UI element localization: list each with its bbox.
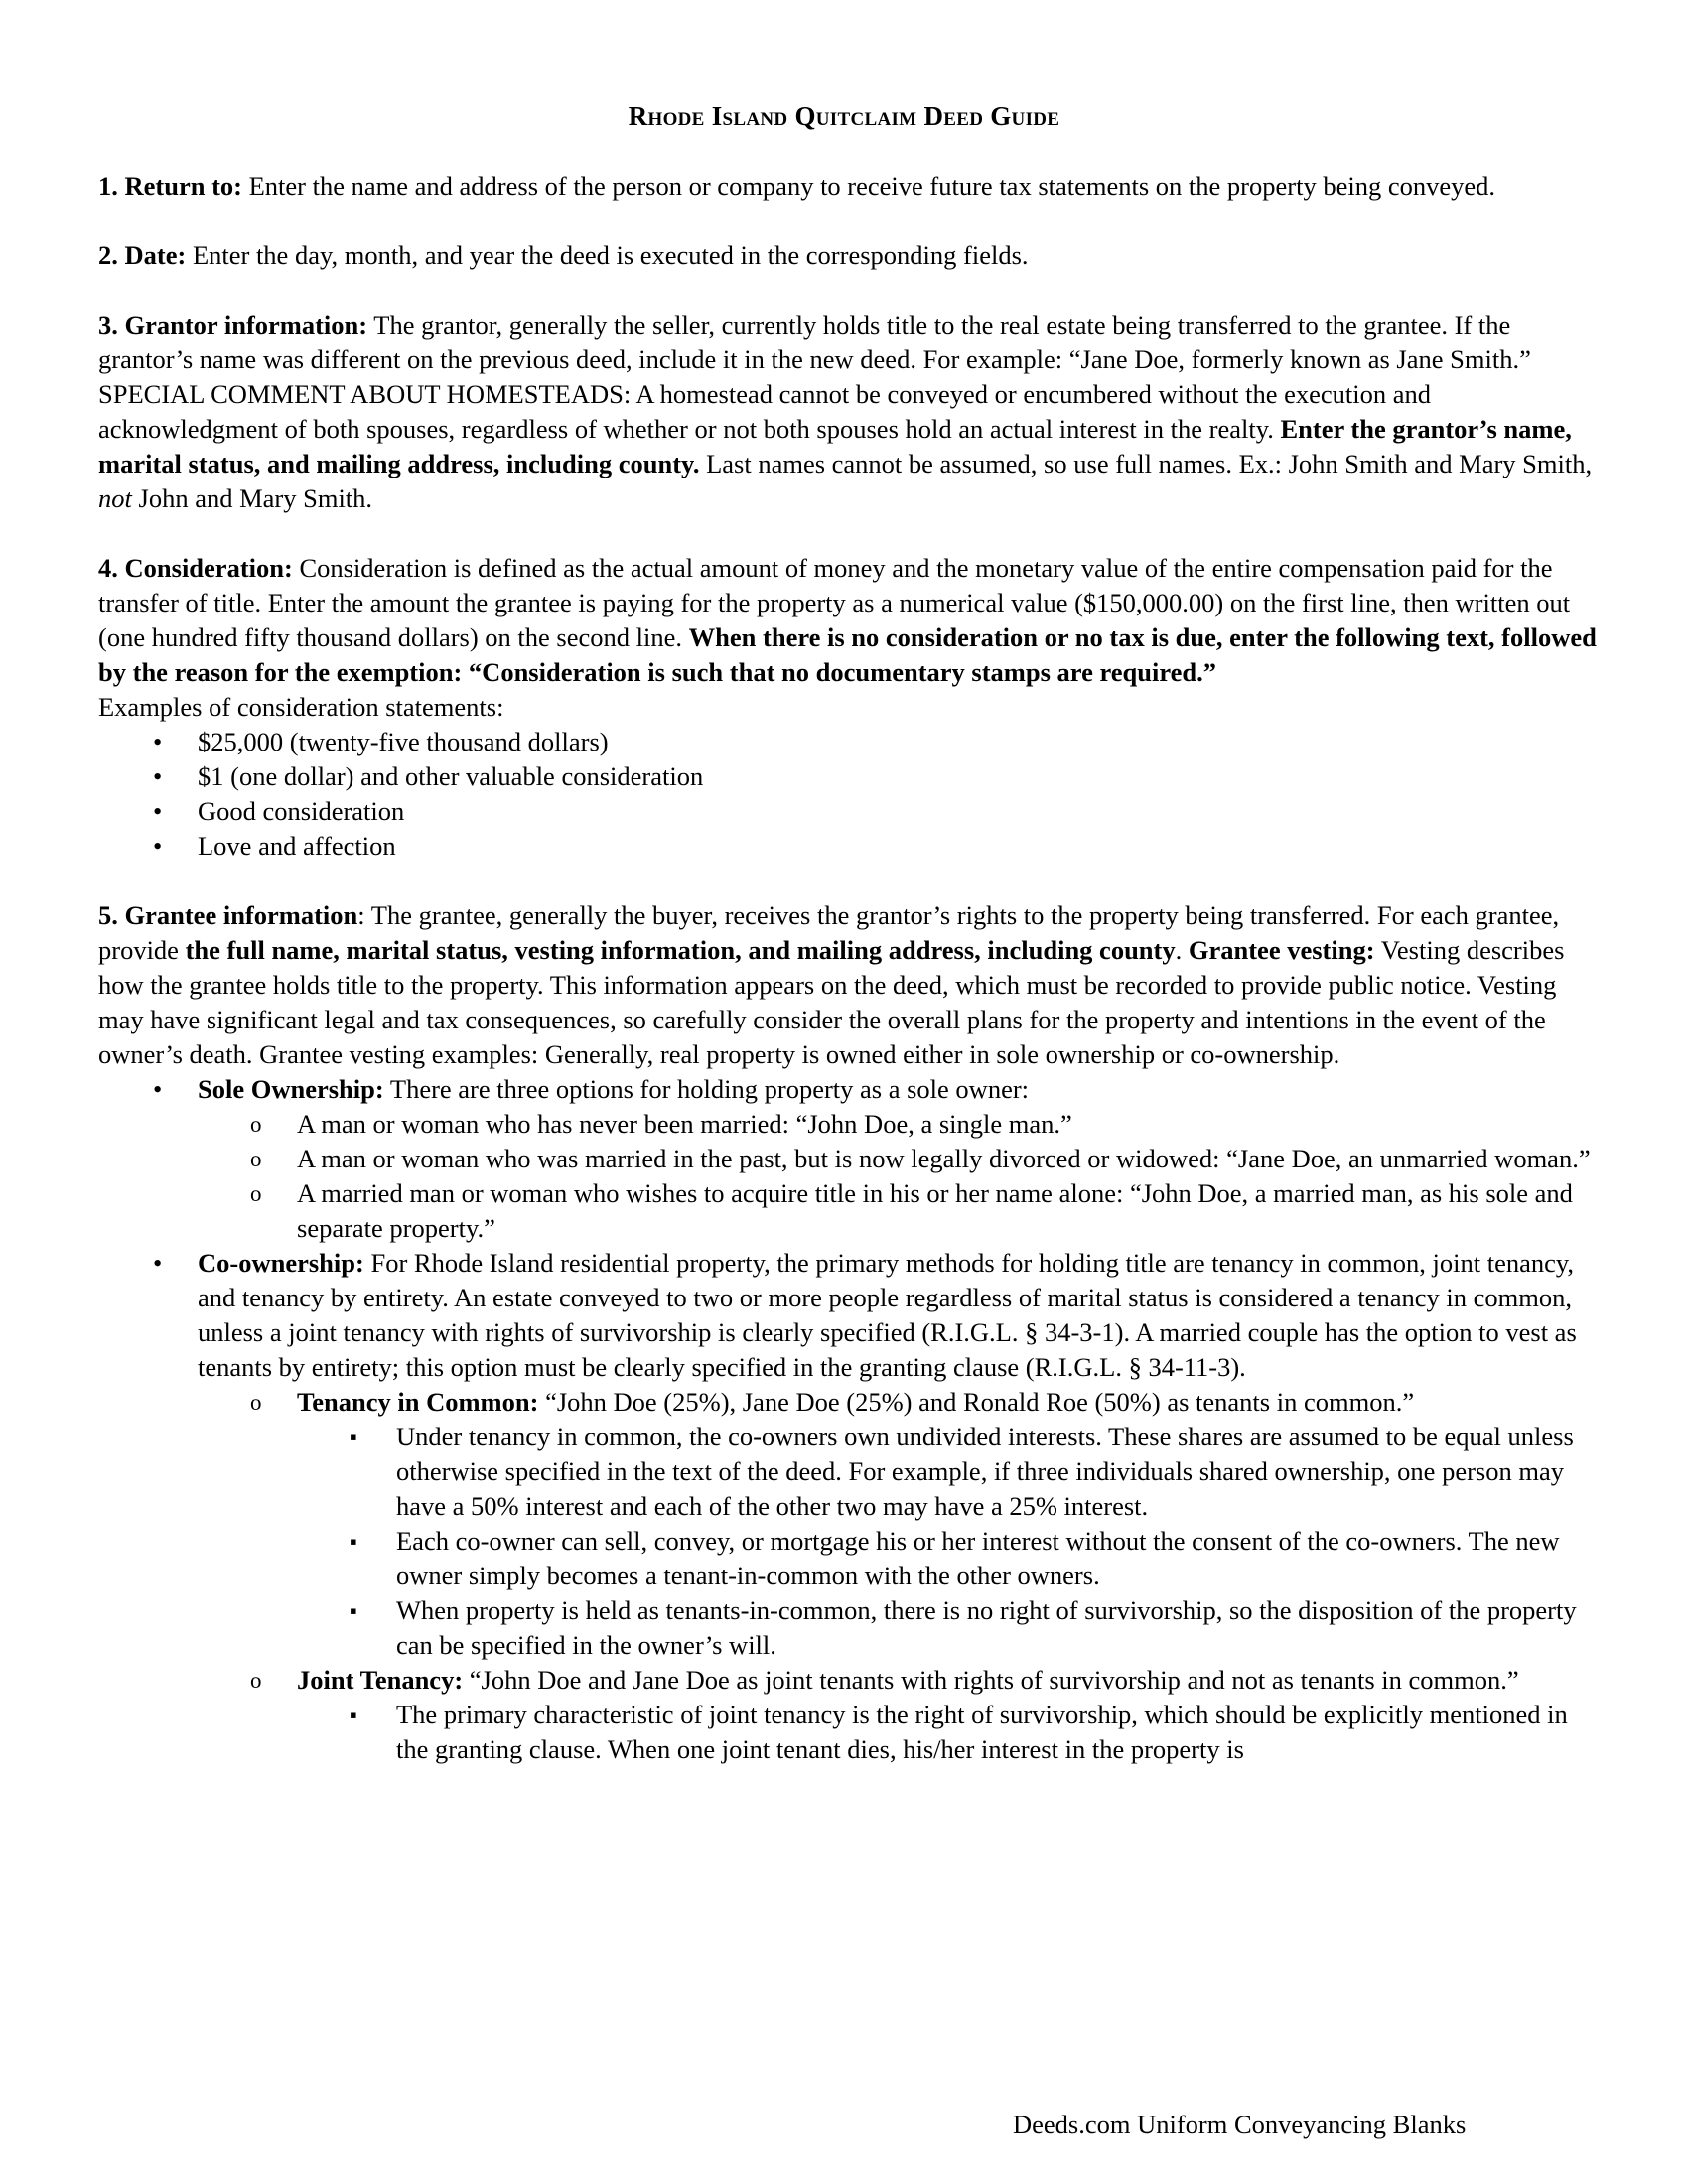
list-item: o A man or woman who has never been married: “John Doe, a single man.” xyxy=(98,1107,1598,1142)
document-body xyxy=(98,169,1598,1767)
list-item: ▪ Under tenancy in common, the co-owners own undivided interests. These shares are assumed to be equal unless otherwise specified in the text of the deed. For example, if three individuals shared ownership, one person may have a 50% interest and each of the other two may have a 25% interest. xyxy=(98,1420,1598,1524)
list-item-joint-tenancy xyxy=(98,1663,1598,1698)
section-text: Enter the day, month, and year the deed is executed in the corresponding fields. xyxy=(186,240,1029,270)
section-grantee-info xyxy=(98,898,1598,1072)
list-item: ▪ Each co-owner can sell, convey, or mortgage his or her interest without the consent of the co-owners. The new owner simply becomes a tenant-in-common with the other owners. xyxy=(98,1524,1598,1593)
list-item-tenancy-in-common xyxy=(98,1385,1598,1420)
section-return-to xyxy=(98,169,1598,204)
section-label: 4. Consideration: xyxy=(98,553,293,583)
section-text: Last names cannot be assumed, so use full names. Ex.: John Smith and Mary Smith, xyxy=(699,449,1593,478)
item-label: Tenancy in Common: xyxy=(297,1387,539,1417)
section-label: 1. Return to: xyxy=(98,171,242,201)
list-item: o A married man or woman who wishes to acquire title in his or her name alone: “John Doe, a married man, as his sole and separate property.” xyxy=(98,1176,1598,1246)
item-text: “John Doe and Jane Doe as joint tenants with rights of survivorship and not as tenants in common.” xyxy=(463,1665,1519,1695)
page-title: Rhode Island Quitclaim Deed Guide xyxy=(628,101,1060,131)
page-footer: Deeds.com Uniform Conveyancing Blanks xyxy=(1013,2110,1467,2139)
list-item: • $1 (one dollar) and other valuable consideration xyxy=(98,759,1598,794)
section-italic-text: not xyxy=(98,483,132,513)
list-item: ▪ The primary characteristic of joint tenancy is the right of survivorship, which should be explicitly mentioned in the granting clause. When one joint tenant dies, his/her interest in the property is xyxy=(98,1698,1598,1767)
section-label: 2. Date: xyxy=(98,240,187,270)
list-item: • Love and affection xyxy=(98,829,1598,864)
item-text: “John Doe (25%), Jane Doe (25%) and Ronald Roe (50%) as tenants in common.” xyxy=(538,1387,1415,1417)
section-text: John and Mary Smith. xyxy=(131,483,373,513)
item-label: Sole Ownership: xyxy=(198,1074,384,1104)
section-label: 3. Grantor information: xyxy=(98,310,368,340)
list-item: • $25,000 (twenty-five thousand dollars) xyxy=(98,725,1598,759)
examples-intro: Examples of consideration statements: xyxy=(98,692,504,722)
section-bold-text: the full name, marital status, vesting information, and mailing address, including county xyxy=(185,935,1176,965)
section-consideration xyxy=(98,551,1598,690)
section-label: 5. Grantee information xyxy=(98,900,358,930)
section-bold-text: When there is no consideration or no tax is due, enter the following text, followed by the reason for the exemption: “Consideration is such that no documentary stamps are required.” xyxy=(98,622,1597,687)
list-item-sole-ownership xyxy=(98,1072,1598,1107)
list-item-co-ownership xyxy=(98,1246,1598,1385)
item-text: For Rhode Island residential property, the primary methods for holding title are tenancy in common, joint tenancy, and tenancy by entirety. An estate conveyed to two or more people regardless of marital status is considered a tenancy in common, unless a joint tenancy with rights of survivorship is clearly specified (R.I.G.L. § 34-3-1). A married couple has the option to vest as tenants by entirety; this option must be clearly specified in the granting clause (R.I.G.L. § 34-11-3). xyxy=(198,1248,1577,1382)
item-text: There are three options for holding property as a sole owner: xyxy=(383,1074,1030,1104)
section-grantor-info xyxy=(98,308,1598,516)
item-label: Joint Tenancy: xyxy=(297,1665,464,1695)
section-text: Consideration is defined as the actual amount of money and the monetary value of the entire compensation paid for the transfer of title. Enter the amount the grantee is paying for the property as a numerical value ($150,000.00) on the first line, then written out (one hundred fifty thousand dollars) on the second line. xyxy=(98,553,1571,652)
section-text: Vesting describes how the grantee holds title to the property. This information appears on the deed, which must be recorded to provide public notice. Vesting may have significant legal and tax consequences, so carefully consider the overall plans for the property and intentions in the event of the owner’s death. Grantee vesting examples: Generally, real property is owned either in sole ownership or co-ownership. xyxy=(98,935,1565,1069)
section-text: . xyxy=(1175,935,1189,965)
section-bold-text: Enter the grantor’s name, marital status, and mailing address, including county. xyxy=(98,414,1572,478)
section-date xyxy=(98,238,1598,273)
list-item: ▪ When property is held as tenants-in-common, there is no right of survivorship, so the disposition of the property can be specified in the owner’s will. xyxy=(98,1593,1598,1663)
section-text: : The grantee, generally the buyer, receives the grantor’s rights to the property being transferred. For each grantee, provide xyxy=(98,900,1560,965)
section-text: Enter the name and address of the person or company to receive future tax statements on the property being conveyed. xyxy=(242,171,1495,201)
grantee-vesting-label: Grantee vesting: xyxy=(1188,935,1375,965)
section-text: The grantor, generally the seller, currently holds title to the real estate being transferred to the grantee. If the grantor’s name was different on the previous deed, include it in the new deed. For example: “Jane Doe, formerly known as Jane Smith.” SPECIAL COMMENT ABOUT HOMESTEADS: A homestead cannot be conveyed or encumbered without the execution and acknowledgment of both spouses, regardless of whether or not both spouses hold an actual interest in the realty. xyxy=(98,310,1531,444)
list-item: o A man or woman who was married in the past, but is now legally divorced or widowed: “Jane Doe, an unmarried woman.” xyxy=(98,1142,1598,1176)
list-item: • Good consideration xyxy=(98,794,1598,829)
item-label: Co-ownership: xyxy=(198,1248,364,1278)
